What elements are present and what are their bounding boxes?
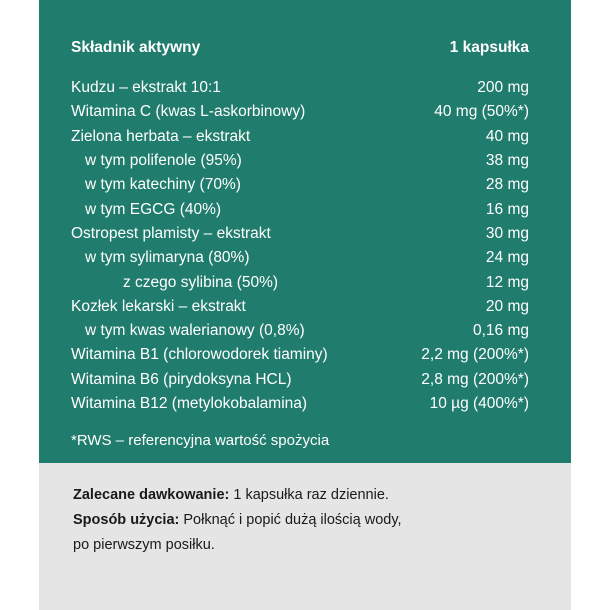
table-row bbox=[71, 222, 529, 246]
table-header bbox=[71, 36, 529, 60]
ingredient-name: w tym polifenole (95%) bbox=[85, 152, 242, 170]
ingredient-name: w tym katechiny (70%) bbox=[85, 176, 241, 194]
dosage-line bbox=[73, 483, 402, 508]
ingredient-name: Kozłek lekarski – ekstrakt bbox=[71, 297, 246, 315]
table-row bbox=[71, 100, 529, 124]
table-row bbox=[71, 197, 529, 221]
rws-footnote: *RWS – referencyjna wartość spożycia bbox=[71, 432, 330, 449]
table-row bbox=[71, 295, 529, 319]
header-amount: 1 kapsułka bbox=[449, 39, 529, 56]
usage-text: Połknąć i popić dużą ilością wody, bbox=[179, 512, 402, 528]
ingredient-name: Ostropest plamisty – ekstrakt bbox=[71, 224, 271, 242]
ingredient-amount: 28 mg bbox=[485, 176, 529, 194]
ingredient-name: Zielona herbata – ekstrakt bbox=[71, 127, 251, 145]
ingredient-amount: 20 mg bbox=[485, 297, 529, 315]
table-row bbox=[71, 173, 529, 197]
table-row bbox=[71, 149, 529, 173]
ingredient-amount: 40 mg (50%*) bbox=[434, 103, 529, 121]
dosage-label: Zalecane dawkowanie: bbox=[73, 487, 230, 503]
ingredients-panel bbox=[39, 0, 571, 463]
usage-line bbox=[73, 508, 402, 533]
ingredient-amount: 30 mg bbox=[485, 224, 529, 242]
ingredient-amount: 24 mg bbox=[485, 249, 529, 267]
ingredient-amount: 12 mg bbox=[485, 273, 529, 291]
ingredient-name: w tym kwas walerianowy (0,8%) bbox=[85, 322, 305, 340]
ingredient-name: Witamina C (kwas L-askorbinowy) bbox=[71, 103, 306, 121]
ingredient-amount: 10 µg (400%*) bbox=[429, 395, 529, 412]
ingredient-name: w tym EGCG (40%) bbox=[85, 200, 222, 218]
ingredient-amount: 16 mg bbox=[485, 200, 529, 218]
ingredient-amount: 38 mg bbox=[485, 152, 529, 170]
table-row bbox=[71, 319, 529, 343]
header-ingredient: Składnik aktywny bbox=[71, 39, 201, 56]
table-row bbox=[71, 246, 529, 270]
ingredient-name: Witamina B1 (chlorowodorek tiaminy) bbox=[71, 346, 328, 364]
table-row bbox=[71, 368, 529, 392]
ingredient-name: w tym sylimaryna (80%) bbox=[85, 249, 250, 267]
ingredient-amount: 0,16 mg bbox=[472, 322, 529, 340]
table-row bbox=[71, 343, 529, 367]
ingredient-name: Kudzu – ekstrakt 10:1 bbox=[71, 79, 221, 97]
table-row bbox=[71, 125, 529, 149]
ingredient-amount: 200 mg bbox=[477, 79, 529, 97]
usage-line-2 bbox=[73, 533, 402, 558]
table-row bbox=[71, 76, 529, 100]
ingredient-amount: 2,8 mg (200%*) bbox=[421, 370, 529, 388]
ingredient-amount: 40 mg bbox=[485, 127, 529, 145]
usage-panel bbox=[39, 463, 571, 610]
ingredient-name: Witamina B6 (pirydoksyna HCL) bbox=[71, 370, 292, 388]
usage-text-2: po pierwszym posiłku. bbox=[73, 537, 215, 553]
ingredient-name: z czego sylibina (50%) bbox=[123, 273, 279, 291]
usage-info bbox=[73, 483, 402, 558]
ingredient-amount: 2,2 mg (200%*) bbox=[421, 346, 529, 364]
usage-label: Sposób użycia: bbox=[73, 512, 180, 528]
ingredients-table bbox=[71, 76, 529, 416]
table-row bbox=[71, 270, 529, 294]
ingredient-name: Witamina B12 (metylokobalamina) bbox=[71, 395, 308, 412]
dosage-text: 1 kapsułka raz dziennie. bbox=[229, 487, 389, 503]
table-row bbox=[71, 392, 529, 416]
supplement-label bbox=[39, 0, 571, 610]
